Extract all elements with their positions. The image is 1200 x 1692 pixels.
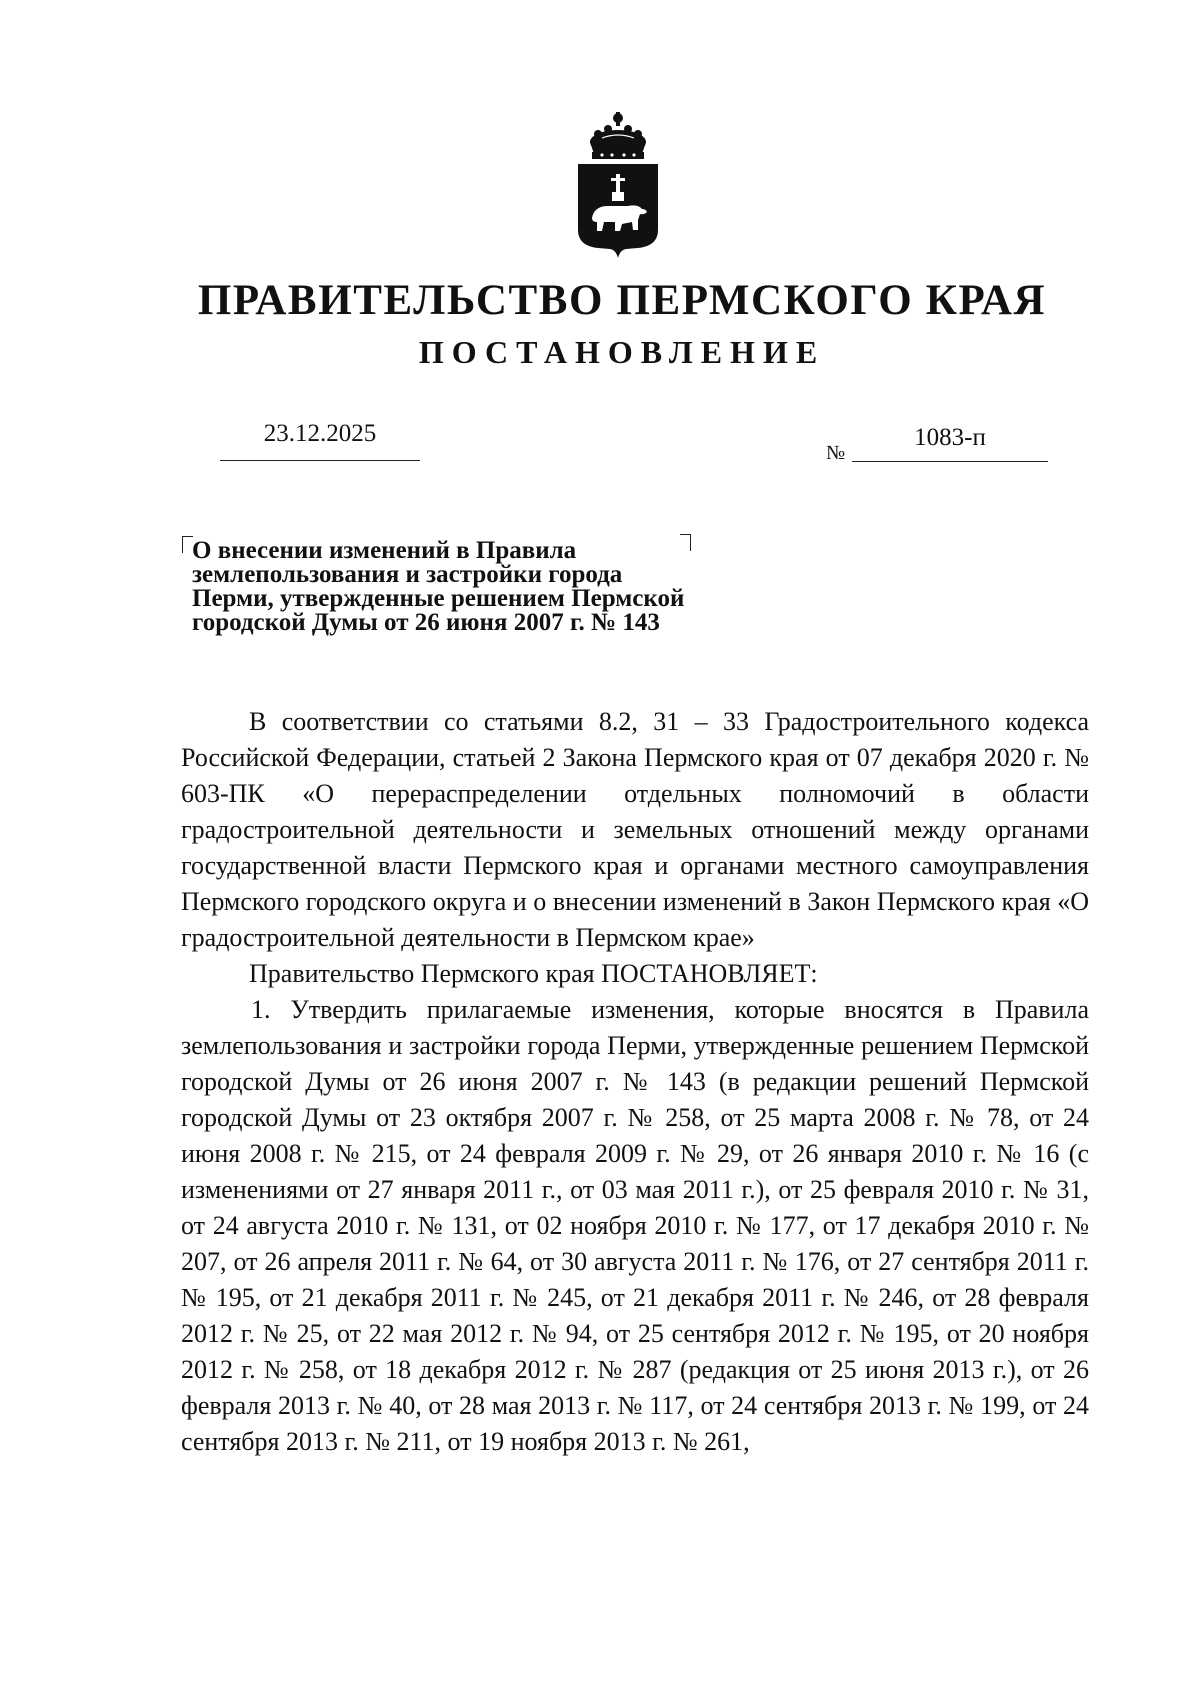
document-subject [192, 539, 772, 635]
number-underline [852, 461, 1048, 462]
government-title: ПРАВИТЕЛЬСТВО ПЕРМСКОГО КРАЯ [197, 277, 1047, 324]
subject-line: О внесении изменений в Правила [192, 537, 577, 564]
subject-line: Перми, утвержденные решением Пермской [192, 585, 685, 612]
date-underline [220, 460, 420, 461]
subject-line: землепользования и застройки города [192, 561, 623, 588]
resolution-paragraph: Правительство Пермского края ПОСТАНОВЛЯЕТ: [249, 959, 818, 988]
preamble-paragraph: В соответствии со статьями 8.2, 31 – 33 Градостроительного кодекса Российской Федерации, статьей 2 Закона Пермского края от 07 декабря 2020 г. № 603-ПК «О перераспределении отдельных полномочий в области градостроительной деятельности и земельных отношений между органами государственной власти Пермского края и органами местного самоуправления Пермского городского округа и о внесении изменений в Закон Пермского края «О градостроительной деятельности в Пермском крае» [181, 707, 1089, 952]
item-1-paragraph: 1. Утвердить прилагаемые изменения, которые вносятся в Правила землепользования и застройки города Перми, утвержденные решением Пермской городской Думы от 26 июня 2007 г. № 143 (в редакции решений Пермской городской Думы от 23 октября 2007 г. № 258, от 25 марта 2008 г. № 78, от 24 июня 2008 г. № 215, от 24 февраля 2009 г. № 29, от 26 января 2010 г. № 16 (с изменениями от 27 января 2011 г., от 03 мая 2011 г.), от 25 февраля 2010 г. № 31, от 24 августа 2010 г. № 131, от 02 ноября 2010 г. № 177, от 17 декабря 2010 г. № 207, от 26 апреля 2011 г. № 64, от 30 августа 2011 г. № 176, от 27 сентября 2011 г. № 195, от 21 декабря 2011 г. № 245, от 21 декабря 2011 г. № 246, от 28 февраля 2012 г. № 25, от 22 мая 2012 г. № 94, от 25 сентября 2012 г. № 195, от 20 ноября 2012 г. № 258, от 18 декабря 2012 г. № 287 (редакция от 25 июня 2013 г.), от 26 февраля 2013 г. № 40, от 28 мая 2013 г. № 117, от 24 сентября 2013 г. № 199, от 24 сентября 2013 г. № 211, от 19 ноября 2013 г. № 261, [181, 995, 1089, 1456]
document-body [181, 704, 1089, 1460]
coat-of-arms-icon [572, 108, 664, 260]
document-number: 1083-п [914, 424, 986, 451]
document-date: 23.12.2025 [263, 420, 377, 447]
document-type: ПОСТАНОВЛЕНИЕ [418, 334, 826, 370]
subject-line: городской Думы от 26 июня 2007 г. № 143 [192, 609, 660, 636]
number-sign: № [826, 442, 846, 464]
